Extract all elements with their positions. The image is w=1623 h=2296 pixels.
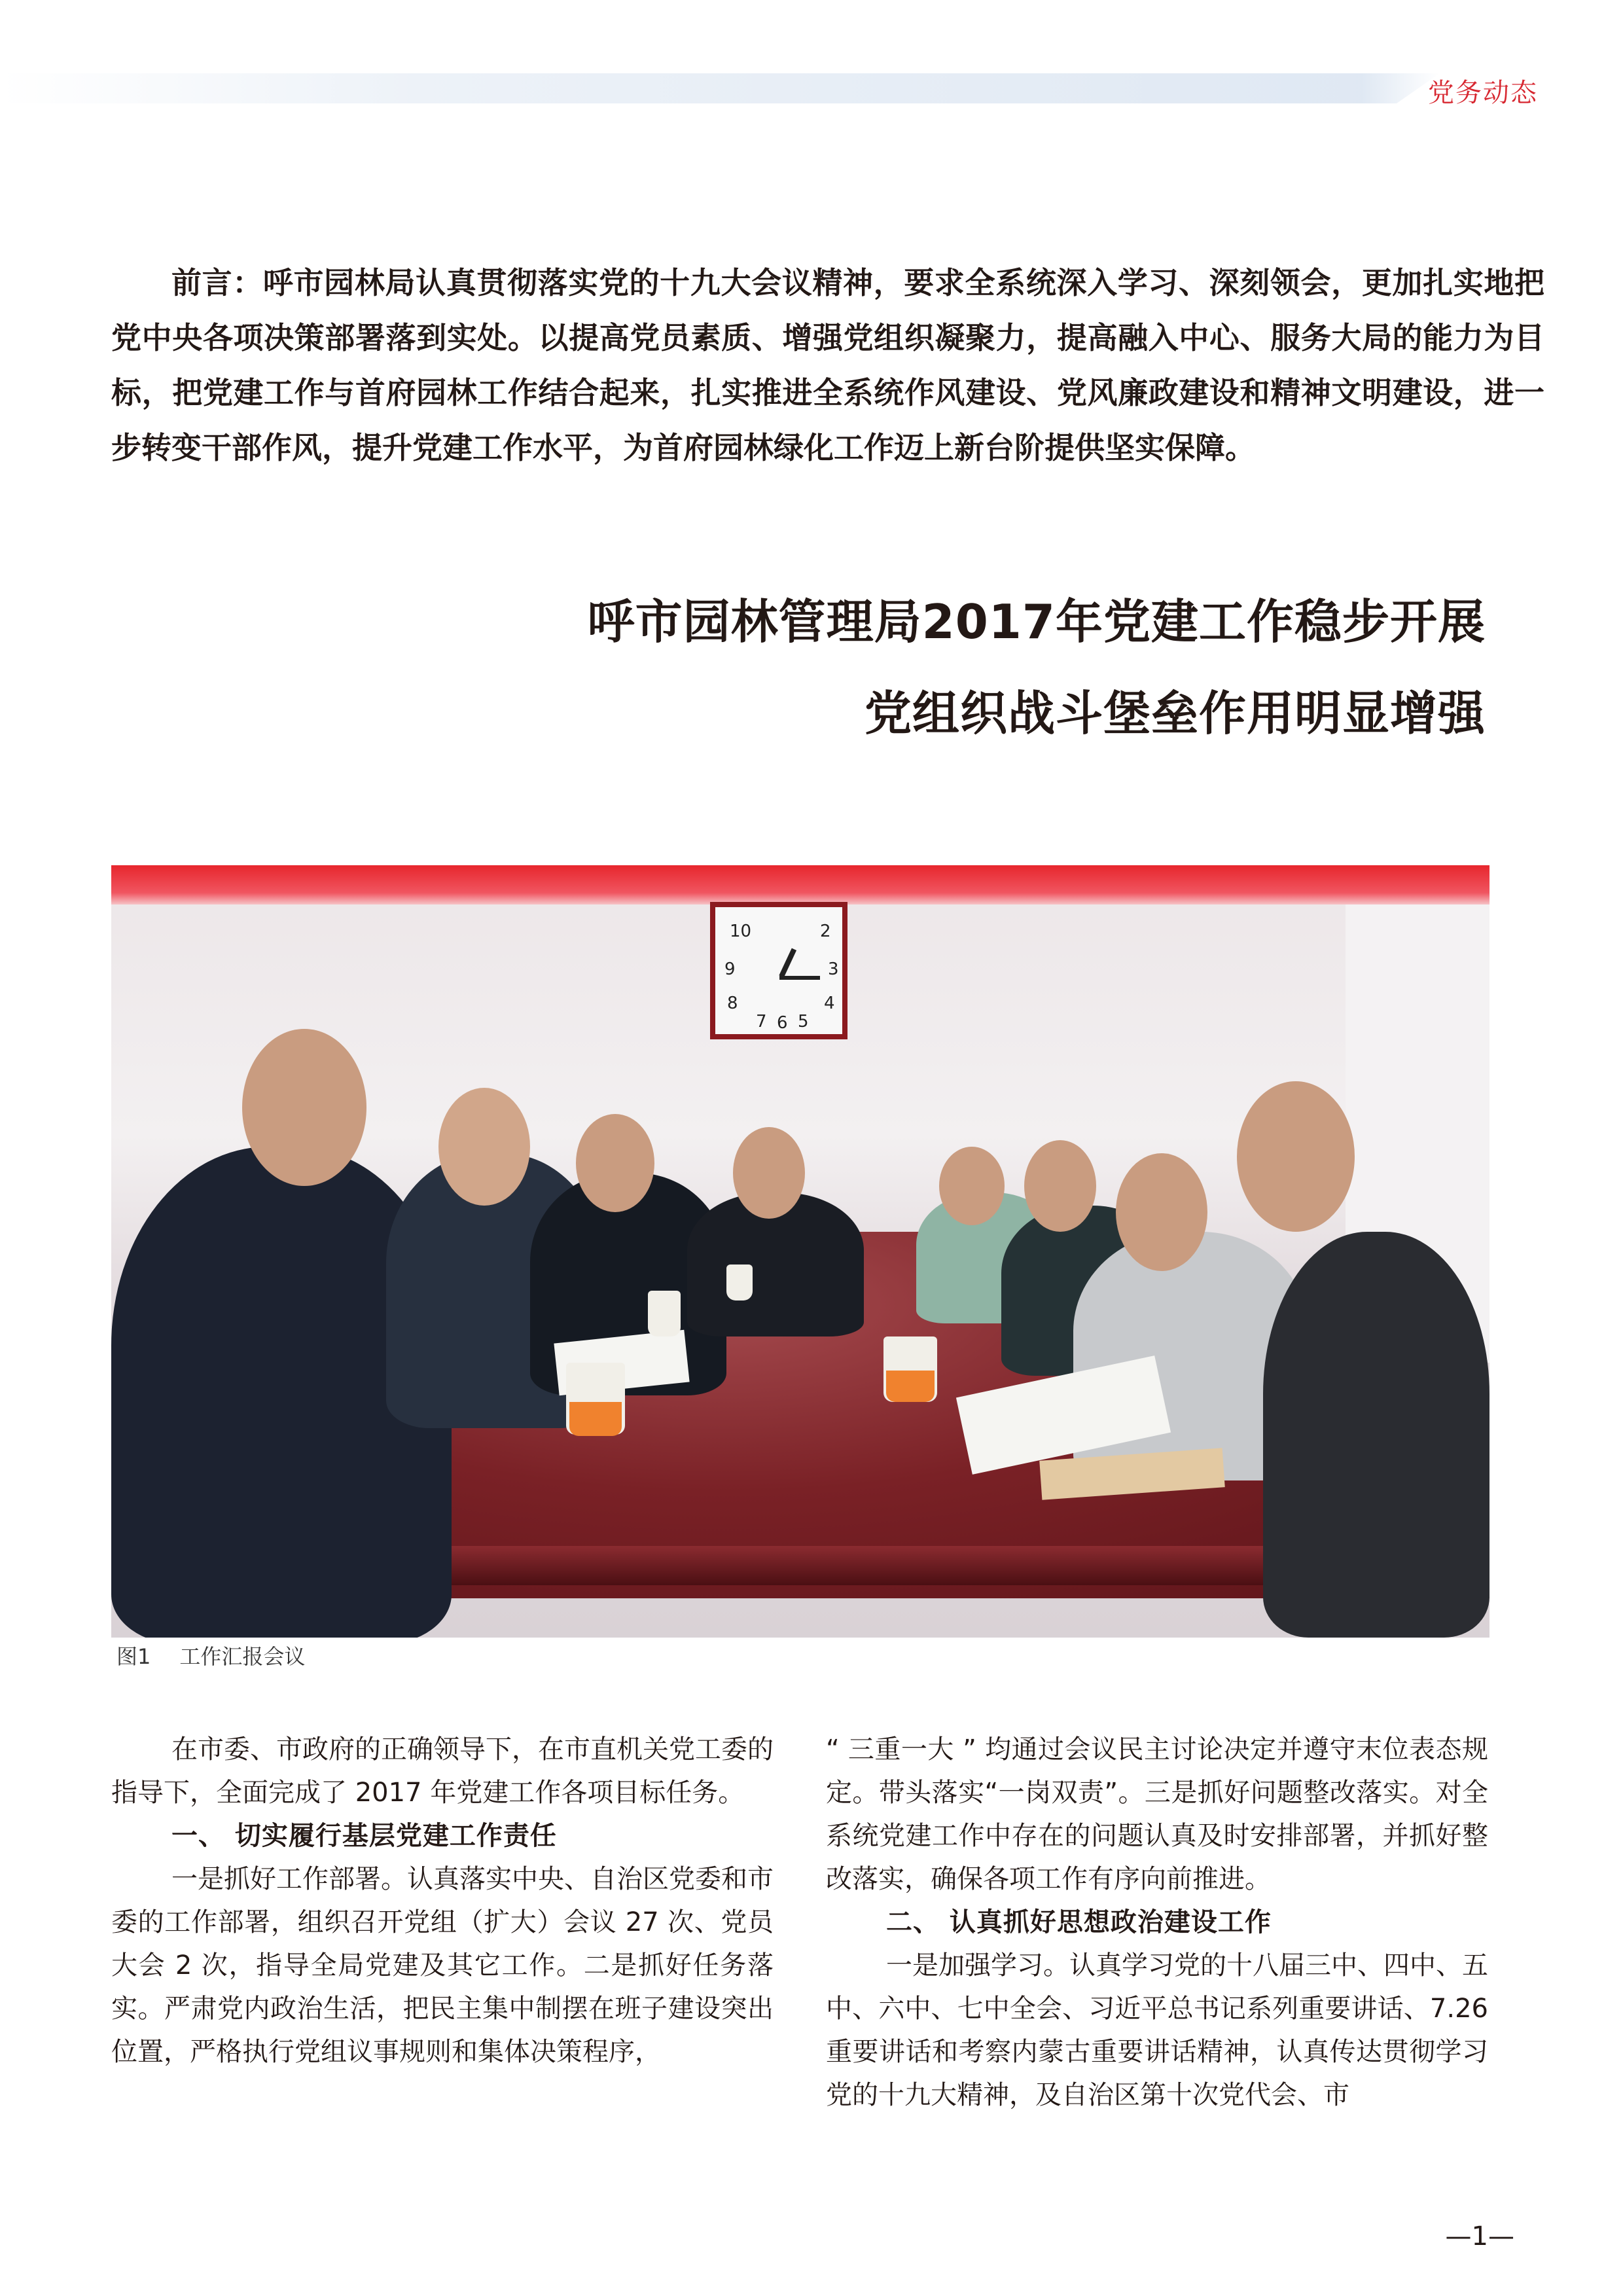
body-paragraph: 一是抓好工作部署。认真落实中央、自治区党委和市委的工作部署，组织召开党组（扩大）会议 27 次、党员大会 2 次，指导全局党建及其它工作。二是抓好任务落实。严肃党内政治生活，把民主集中制摆在班子建设突出位置，严格执行党组议事规则和集体决策程序， — [111, 1864, 774, 2067]
attendee-head — [1237, 1081, 1355, 1232]
preface-paragraph: 前言：呼市园林局认真贯彻落实党的十九大会议精神，要求全系统深入学习、深刻领会，更加扎实地把党中央各项决策部署落到实处。以提高党员素质、增强党组织凝聚力，提高融入中心、服务大局的能力为目标，把党建工作与首府园林工作结合起来，扎实推进全系统作风建设、党风廉政建设和精神文明建设，进一步转变干部作风，提升党建工作水平，为首府园林绿化工作迈上新台阶提供坚实保障。 — [111, 265, 1544, 465]
attendee-right-front — [1263, 1232, 1489, 1638]
clock-number: 9 — [724, 960, 736, 979]
attendee-head — [242, 1029, 366, 1186]
caption-text: 工作汇报会议 — [179, 1644, 306, 1669]
body-paragraph: 在市委、市政府的正确领导下，在市直机关党工委的指导下，全面完成了 2017 年党建工作各项目标任务。 — [111, 1734, 774, 1808]
clock-number: 3 — [828, 960, 839, 979]
attendee-head — [438, 1088, 530, 1206]
cup-sleeve — [569, 1402, 622, 1436]
body-column-right — [826, 1728, 1488, 2117]
clock-number: 10 — [730, 922, 752, 941]
section-tag: 党务动态 — [1428, 78, 1538, 108]
body-paragraph: “ 三重一大 ” 均通过会议民主讨论决定并遵守末位表态规定。带头落实“一岗双责”。三是抓好问题整改落实。对全系统党建工作中存在的问题认真及时安排部署，并抓好整改落实，确保各项工作有序向前推进。 — [826, 1734, 1488, 1894]
paper-cup — [726, 1265, 753, 1300]
clock-number: 7 — [756, 1012, 767, 1031]
wall-clock — [710, 902, 847, 1039]
paper-cup — [648, 1291, 681, 1336]
section-heading: 二、 认真抓好思想政治建设工作 — [886, 1907, 1272, 1937]
clock-number: 4 — [824, 994, 835, 1013]
body-paragraph: 一是加强学习。认真学习党的十八届三中、四中、五中、六中、七中全会、习近平总书记系列重要讲话、7.26 重要讲话和考察内蒙古重要讲话精神，认真传达贯彻学习党的十九大精神，及自治区第十次党代会、市 — [826, 1950, 1488, 2110]
header-band — [0, 73, 1387, 103]
photo-caption — [116, 1640, 334, 1670]
clock-number: 6 — [777, 1013, 788, 1033]
attendee-head — [1116, 1153, 1207, 1271]
cup-sleeve — [886, 1371, 935, 1402]
article-title-line2: 党组织战斗堡垒作用明显增强 — [864, 686, 1486, 741]
clock-hour-hand — [779, 948, 796, 978]
body-column-left — [111, 1728, 774, 2073]
attendee-head — [733, 1127, 805, 1219]
photo-red-wall-trim — [111, 865, 1489, 905]
clock-minute-hand — [779, 976, 820, 980]
clock-number: 8 — [727, 994, 738, 1013]
attendee-head — [1024, 1140, 1096, 1232]
section-heading: 一、 切实履行基层党建工作责任 — [171, 1821, 557, 1851]
page-number: —1— — [1445, 2221, 1514, 2251]
meeting-photo — [111, 865, 1489, 1638]
attendee-head — [576, 1114, 654, 1212]
figure-number: 图1 — [116, 1644, 151, 1669]
clock-number: 5 — [798, 1012, 809, 1031]
clock-number: 2 — [820, 922, 831, 941]
attendee-head — [939, 1147, 1005, 1225]
article-title-line1: 呼市园林管理局2017年党建工作稳步开展 — [587, 594, 1486, 649]
